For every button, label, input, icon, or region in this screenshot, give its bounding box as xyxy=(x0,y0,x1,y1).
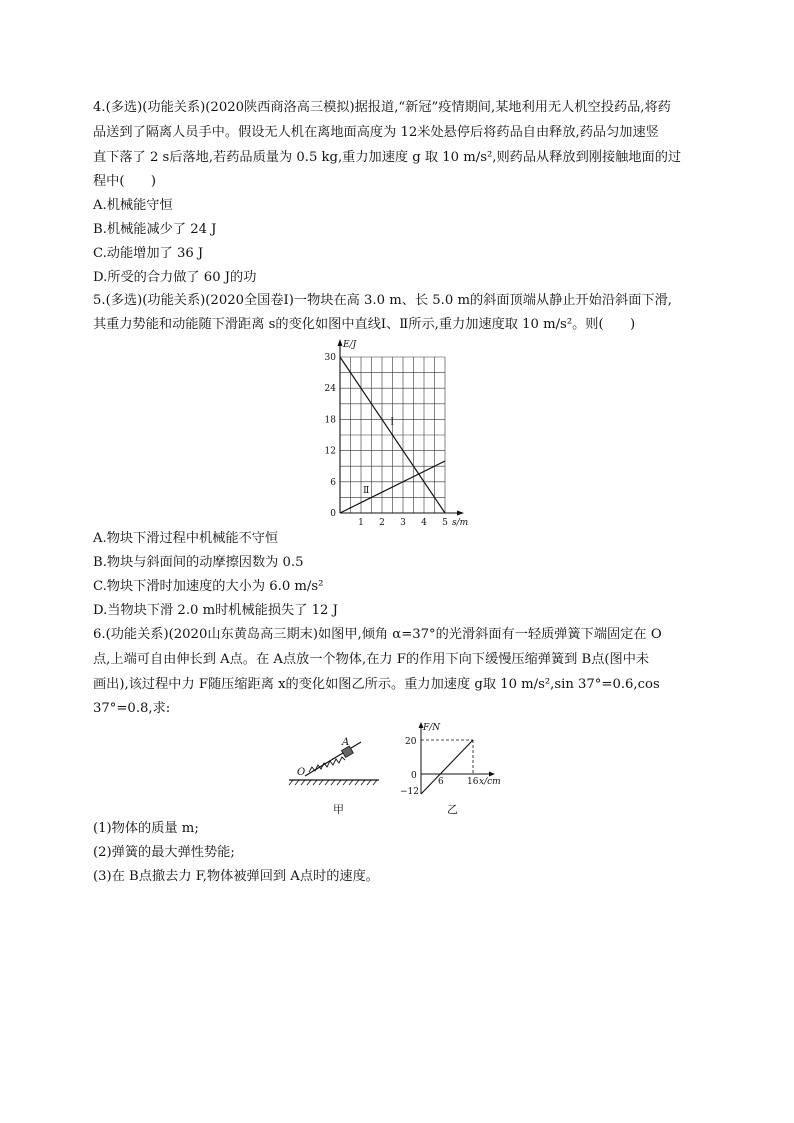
force-line xyxy=(421,740,473,794)
q6-line-1: 6.(功能关系)(2020山东黄岛高三期末)如图甲,倾角 α=37°的光滑斜面有一轻质弹簧下端固定在 O xyxy=(93,627,662,642)
q6-line-3: 画出),该过程中力 F随压缩距离 x的变化如图乙所示。重力加速度 g取 10 m/s²,sin 37°=0.6,cos xyxy=(93,677,660,692)
f-axis-label: F/N xyxy=(423,723,441,733)
x-tick-label: 2 xyxy=(379,518,385,528)
y-tick-label: 12 xyxy=(324,446,336,457)
tick-0: 0 xyxy=(411,771,417,781)
label-a: A xyxy=(342,737,350,748)
y-axis-arrow xyxy=(338,339,343,346)
q5-option-a: A.物块下滑过程中机械能不守恒 xyxy=(93,531,279,546)
q4-line-4: 程中( ) xyxy=(93,174,157,189)
origin-label: 0 xyxy=(330,509,336,519)
x-axis-label: x/cm xyxy=(479,777,501,787)
q5-option-c: C.物块下滑时加速度的大小为 6.0 m/s² xyxy=(93,579,324,594)
q4-option-c: C.动能增加了 36 J xyxy=(93,246,204,261)
x-axis-arrow xyxy=(489,772,495,777)
x-tick-label: 5 xyxy=(442,518,448,528)
q5-line-2: 其重力势能和动能随下滑距离 s的变化如图中直线Ⅰ、Ⅱ所示,重力加速度取 10 m/s²。则( ) xyxy=(93,317,636,332)
incline-spring-figure xyxy=(287,728,387,788)
spring xyxy=(309,757,345,772)
q4-line-3: 直下落了 2 s后落地,若药品质量为 0.5 kg,重力加速度 g 取 10 m/s²,则药品从释放到刚接触地面的过 xyxy=(93,150,682,165)
q5-line-1: 5.(多选)(功能关系)(2020全国卷Ⅰ)一物块在高 3.0 m、长 5.0 m的斜面顶端从静止开始沿斜面下滑, xyxy=(93,293,672,308)
y-tick-label: 24 xyxy=(324,384,336,395)
q6-line-4: 37°=0.8,求: xyxy=(93,701,171,716)
q6-sub-2: (2)弹簧的最大弹性势能; xyxy=(93,845,235,860)
x-axis-arrow xyxy=(457,511,464,516)
q4-option-d: D.所受的合力做了 60 J的功 xyxy=(93,270,257,285)
y-tick-label: 18 xyxy=(324,415,336,426)
series-label-1: Ⅰ xyxy=(390,417,394,428)
x-tick-label: 4 xyxy=(421,518,427,528)
chart-labels xyxy=(325,340,469,528)
tick-20: 20 xyxy=(405,737,417,747)
q6-line-2: 点,上端可自由伸长到 A点。在 A点放一个物体,在力 F的作用下向下缓慢压缩弹簧到 B点(图中未 xyxy=(93,652,650,667)
q5-option-d: D.当物块下滑 2.0 m时机械能损失了 12 J xyxy=(93,603,338,618)
q4-option-a: A.机械能守恒 xyxy=(93,198,173,213)
force-compression-figure xyxy=(397,720,507,798)
tick-16: 16 xyxy=(467,777,479,787)
y-tick-label: 30 xyxy=(324,353,336,363)
x-tick-label: 3 xyxy=(400,518,406,528)
q5-option-b: B.物块与斜面间的动摩擦因数为 0.5 xyxy=(93,555,304,570)
x-tick-label: 1 xyxy=(358,518,364,528)
series-label-2: Ⅱ xyxy=(363,486,370,497)
label-o: O xyxy=(297,767,306,778)
ground-hatching xyxy=(289,780,377,785)
q6-sub-1: (1)物体的质量 m; xyxy=(93,821,199,836)
q4-line-1: 4.(多选)(功能关系)(2020陕西商洛高三模拟)据报道,“新冠”疫情期间,某地利用无人机空投药品,将药 xyxy=(93,100,671,115)
caption-jia: 甲 xyxy=(333,803,344,816)
tick-neg12: −12 xyxy=(400,787,419,797)
y-tick-label: 6 xyxy=(330,477,336,488)
y-axis-label: E/J xyxy=(343,340,357,350)
x-axis-label: s/m xyxy=(452,518,469,528)
tick-6: 6 xyxy=(438,777,444,787)
q6-sub-3: (3)在 B点撤去力 F,物体被弹回到 A点时的速度。 xyxy=(93,869,379,884)
energy-distance-chart xyxy=(318,336,478,528)
caption-yi: 乙 xyxy=(447,803,458,816)
incline-surface xyxy=(305,742,361,776)
q4-line-2: 品送到了隔离人员手中。假设无人机在离地面高度为 12米处悬停后将药品自由释放,药品匀加速竖 xyxy=(93,125,659,140)
q4-option-b: B.机械能减少了 24 J xyxy=(93,222,217,237)
